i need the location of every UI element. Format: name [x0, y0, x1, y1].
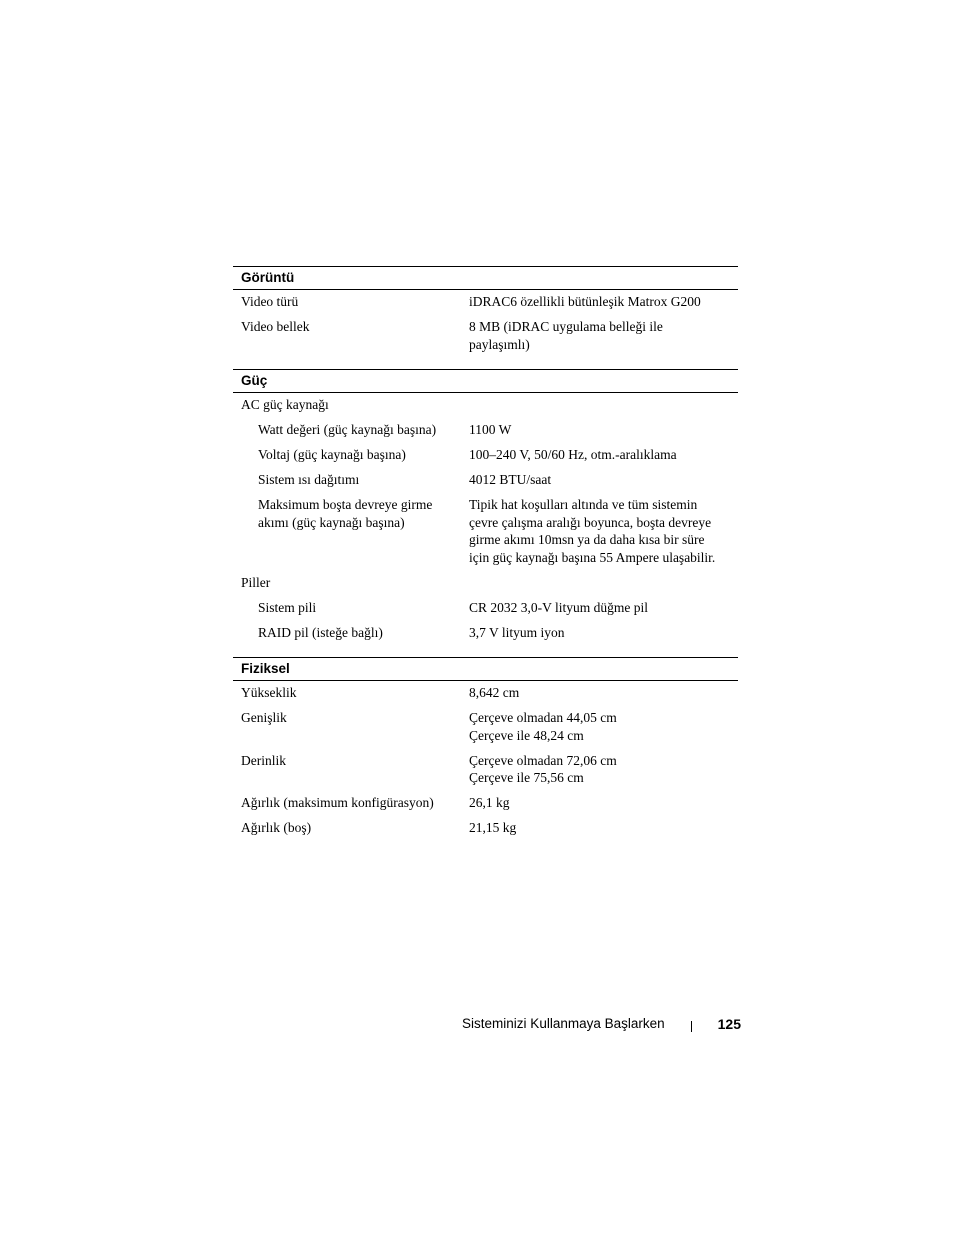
spec-row	[233, 794, 738, 812]
spec-label: Watt değeri (güç kaynağı başına)	[258, 422, 437, 437]
spec-row	[233, 684, 738, 702]
spec-row	[233, 599, 738, 617]
spec-row	[233, 709, 738, 744]
spec-value-line: Çerçeve ile 75,56 cm	[469, 770, 584, 785]
spec-label: Voltaj (güç kaynağı başına)	[258, 447, 406, 462]
spec-label: Derinlik	[241, 752, 286, 768]
spec-value-line: çevre çalışma aralığı boyunca, boşta devreye	[469, 514, 712, 530]
spec-label: Video türü	[241, 294, 299, 309]
spec-value-line: 100–240 V, 50/60 Hz, otm.-aralıklama	[469, 447, 677, 462]
spec-row	[233, 421, 738, 439]
spec-value-line: 26,1 kg	[469, 795, 510, 810]
spec-label-line: Maksimum boşta devreye girme	[258, 497, 433, 512]
spec-value	[469, 709, 738, 744]
spec-value	[469, 396, 738, 414]
spec-label: Sistem ısı dağıtımı	[258, 472, 360, 487]
spec-value	[469, 318, 738, 353]
spec-value	[469, 684, 738, 702]
spec-value	[469, 446, 738, 464]
spec-section	[233, 266, 738, 353]
section-rows	[233, 290, 738, 353]
spec-label: Video bellek	[241, 319, 310, 334]
spec-label-line: akımı (güç kaynağı başına)	[258, 514, 405, 530]
spec-label	[233, 496, 469, 566]
spec-value	[469, 624, 738, 642]
spec-section	[233, 657, 738, 837]
section-header: Fiziksel	[233, 657, 738, 681]
spec-row	[233, 624, 738, 642]
spec-value-line: paylaşımlı)	[469, 336, 530, 352]
spec-value-line: girme akımı 10msn ya da daha kısa bir süre	[469, 532, 705, 547]
spec-label: Genişlik	[241, 710, 287, 725]
spec-value	[469, 794, 738, 812]
spec-row	[233, 446, 738, 464]
spec-label: RAID pil (isteğe bağlı)	[258, 624, 383, 640]
spec-value	[469, 574, 738, 592]
spec-value-line: 21,15 kg	[469, 820, 517, 835]
spec-value	[469, 471, 738, 489]
spec-value-line: 1100 W	[469, 422, 512, 437]
spec-value-line: Çerçeve ile 48,24 cm	[469, 727, 584, 743]
spec-value-line: iDRAC6 özellikli bütünleşik Matrox G200	[469, 294, 701, 309]
section-rows	[233, 681, 738, 837]
spec-value-line: için güç kaynağı başına 55 Ampere ulaşabilir.	[469, 549, 716, 565]
spec-value-line: CR 2032 3,0-V lityum düğme pil	[469, 599, 649, 615]
spec-value-line: Çerçeve olmadan 72,06 cm	[469, 752, 617, 768]
footer-chapter-title: Sisteminizi Kullanmaya Başlarken	[462, 1016, 665, 1031]
section-rows	[233, 393, 738, 641]
page-number: 125	[717, 1016, 741, 1032]
spec-value	[469, 496, 738, 566]
spec-section	[233, 369, 738, 641]
spec-value	[469, 599, 738, 617]
spec-label: Ağırlık (boş)	[241, 820, 312, 835]
section-header: Görüntü	[233, 266, 738, 290]
spec-value	[469, 752, 738, 787]
spec-row	[233, 471, 738, 489]
spec-value-line: 8 MB (iDRAC uygulama belleği ile	[469, 319, 663, 334]
spec-row	[233, 574, 738, 592]
footer-separator	[691, 1021, 692, 1032]
spec-row	[233, 819, 738, 837]
spec-value-line: 8,642 cm	[469, 685, 520, 700]
spec-value	[469, 293, 738, 311]
spec-label: Ağırlık (maksimum konfigürasyon)	[241, 795, 434, 810]
spec-label: Piller	[241, 574, 271, 590]
spec-row	[233, 752, 738, 787]
spec-label: AC güç kaynağı	[241, 397, 329, 412]
spec-value-line: 3,7 V lityum iyon	[469, 624, 565, 640]
spec-row	[233, 293, 738, 311]
spec-row	[233, 496, 738, 566]
spec-value	[469, 421, 738, 439]
spec-row	[233, 318, 738, 353]
spec-row	[233, 396, 738, 414]
spec-value	[469, 819, 738, 837]
spec-label: Sistem pili	[258, 599, 317, 615]
spec-value-line: Çerçeve olmadan 44,05 cm	[469, 710, 617, 725]
spec-table	[233, 266, 738, 853]
spec-value-line: Tipik hat koşulları altında ve tüm sistemin	[469, 497, 698, 512]
spec-label: Yükseklik	[241, 685, 297, 700]
spec-value-line: 4012 BTU/saat	[469, 472, 552, 487]
section-header: Güç	[233, 369, 738, 393]
page-footer	[0, 1015, 741, 1033]
